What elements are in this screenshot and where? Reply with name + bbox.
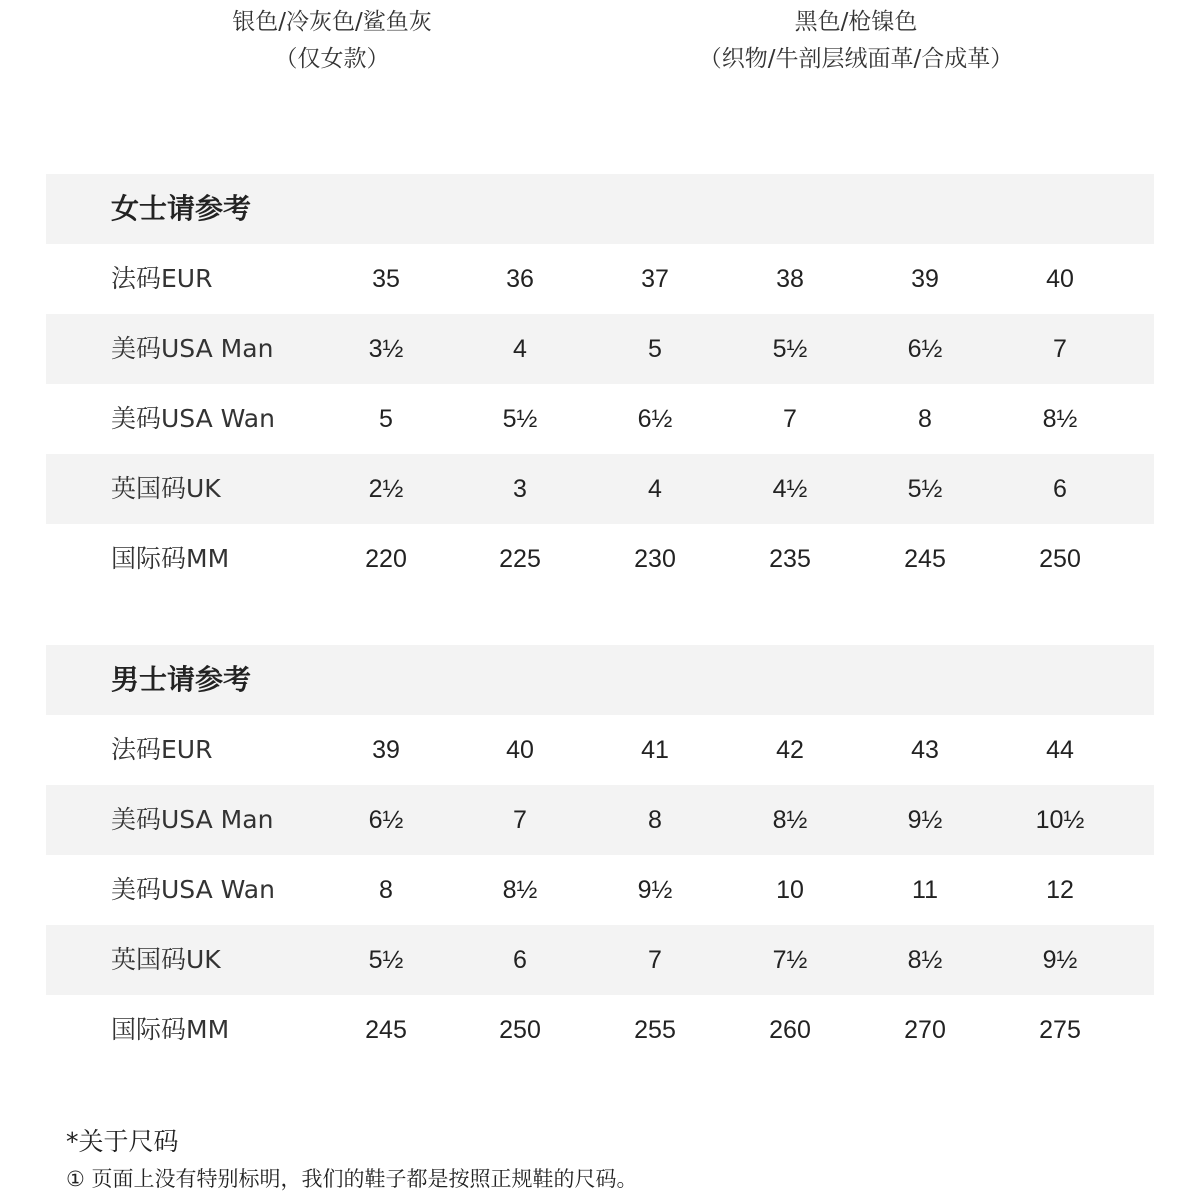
size-cell: 8 [918, 405, 932, 433]
size-cell: 39 [372, 736, 400, 764]
color-label-right [626, 4, 1086, 78]
size-cell: 8½ [1042, 405, 1078, 433]
size-cell: 7 [648, 946, 662, 974]
color-name-right: 黑色/枪镍色 [794, 9, 918, 35]
size-cell: 5½ [368, 946, 404, 974]
size-cell: 8½ [502, 876, 538, 904]
size-cell: 12 [1046, 876, 1074, 904]
table-row [46, 855, 1154, 925]
size-cell: 9½ [1042, 946, 1078, 974]
row-label: 法码EUR [111, 264, 213, 293]
size-cell: 40 [1046, 265, 1074, 293]
size-cell: 7½ [772, 946, 808, 974]
table-row [46, 715, 1154, 785]
size-cell: 4 [513, 335, 527, 363]
size-cell: 250 [499, 1016, 541, 1044]
size-cell: 245 [365, 1016, 407, 1044]
size-cell: 7 [513, 806, 527, 834]
color-note-left: （仅女款） [274, 46, 390, 72]
row-label: 美码USA Man [111, 334, 274, 363]
row-label: 英国码UK [111, 474, 221, 503]
color-label-left [102, 4, 562, 78]
row-label: 美码USA Wan [111, 404, 275, 433]
size-cell: 11 [912, 876, 938, 904]
size-cell: 36 [506, 265, 534, 293]
size-cell: 5½ [772, 335, 808, 363]
size-cell: 39 [911, 265, 939, 293]
size-cell: 275 [1039, 1016, 1081, 1044]
size-cell: 6½ [907, 335, 943, 363]
size-cell: 245 [904, 545, 946, 573]
table-row [46, 925, 1154, 995]
size-cell: 2½ [368, 475, 404, 503]
men-size-table [46, 645, 1154, 1065]
size-cell: 235 [769, 545, 811, 573]
size-cell: 270 [904, 1016, 946, 1044]
color-name-left: 银色/冷灰色/鲨鱼灰 [232, 9, 432, 35]
size-cell: 7 [783, 405, 797, 433]
size-cell: 3½ [368, 335, 404, 363]
size-cell: 3 [513, 475, 527, 503]
size-cell: 260 [769, 1016, 811, 1044]
size-cell: 35 [372, 265, 400, 293]
size-cell: 6 [513, 946, 527, 974]
row-label: 美码USA Wan [111, 875, 275, 904]
size-cell: 44 [1046, 736, 1074, 764]
color-note-right: （织物/牛剖层绒面革/合成革） [698, 46, 1014, 72]
size-cell: 255 [634, 1016, 676, 1044]
size-cell: 220 [365, 545, 407, 573]
row-label: 国际码MM [111, 544, 230, 573]
row-label: 国际码MM [111, 1015, 230, 1044]
women-size-table [46, 174, 1154, 594]
row-label: 英国码UK [111, 945, 221, 974]
size-cell: 8 [379, 876, 393, 904]
row-label: 法码EUR [111, 735, 213, 764]
table-row [46, 785, 1154, 855]
size-cell: 9½ [637, 876, 673, 904]
size-cell: 6½ [637, 405, 673, 433]
row-label: 美码USA Man [111, 805, 274, 834]
size-cell: 40 [506, 736, 534, 764]
size-cell: 43 [911, 736, 939, 764]
size-cell: 38 [776, 265, 804, 293]
size-cell: 8 [648, 806, 662, 834]
size-cell: 10 [776, 876, 804, 904]
size-cell: 230 [634, 545, 676, 573]
size-cell: 41 [641, 736, 669, 764]
size-cell: 8½ [772, 806, 808, 834]
size-cell: 5 [648, 335, 662, 363]
size-cell: 4 [648, 475, 662, 503]
table-heading-row [46, 174, 1154, 244]
note-title: *关于尺码 [66, 1127, 179, 1156]
women-heading: 女士请参考 [111, 192, 252, 225]
table-row [46, 244, 1154, 314]
size-note [66, 1122, 638, 1196]
size-cell: 225 [499, 545, 541, 573]
size-cell: 6 [1053, 475, 1067, 503]
table-heading-row [46, 645, 1154, 715]
size-cell: 250 [1039, 545, 1081, 573]
size-cell: 10½ [1035, 806, 1085, 834]
size-cell: 37 [641, 265, 669, 293]
table-row [46, 384, 1154, 454]
size-cell: 9½ [907, 806, 943, 834]
size-cell: 5 [379, 405, 393, 433]
note-line: ① 页面上没有特别标明，我们的鞋子都是按照正规鞋的尺码。 [66, 1167, 638, 1191]
size-cell: 7 [1053, 335, 1067, 363]
size-cell: 42 [776, 736, 804, 764]
size-cell: 8½ [907, 946, 943, 974]
table-row [46, 995, 1154, 1065]
table-row [46, 454, 1154, 524]
size-cell: 5½ [502, 405, 538, 433]
table-row [46, 524, 1154, 594]
table-row [46, 314, 1154, 384]
size-cell: 4½ [772, 475, 808, 503]
size-cell: 6½ [368, 806, 404, 834]
men-heading: 男士请参考 [111, 663, 252, 696]
size-cell: 5½ [907, 475, 943, 503]
